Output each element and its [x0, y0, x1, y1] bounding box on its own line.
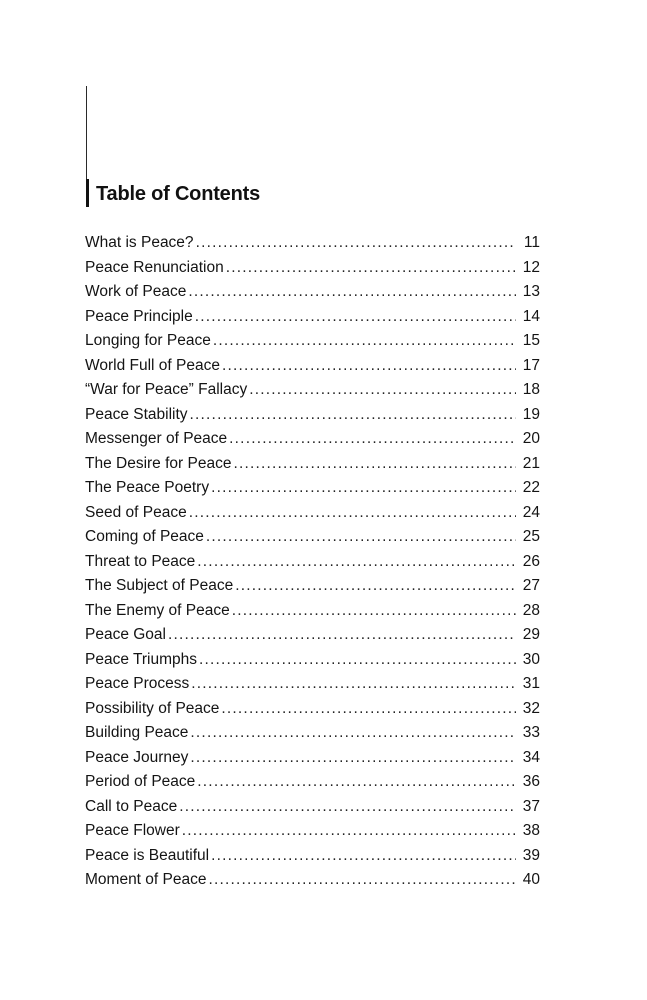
toc-entry[interactable]	[85, 329, 540, 354]
toc-entry-label: Peace Principle	[85, 307, 193, 325]
dot-leader	[213, 329, 516, 354]
toc-entry-page: 11	[523, 234, 540, 251]
toc-entry[interactable]	[85, 721, 540, 746]
toc-entry[interactable]	[85, 501, 540, 526]
dot-leader	[221, 697, 516, 722]
toc-entry-page: 19	[522, 405, 540, 423]
toc-entry[interactable]	[85, 697, 540, 722]
toc-entry-page: 24	[522, 503, 540, 521]
dot-leader	[197, 770, 516, 795]
toc-entry[interactable]	[85, 599, 540, 624]
toc-entry-page: 33	[522, 724, 540, 741]
toc-entry-page: 18	[522, 381, 540, 398]
toc-entry-label: Peace Stability	[85, 405, 188, 423]
decorative-vertical-rule	[86, 86, 87, 180]
dot-leader	[196, 231, 516, 256]
toc-entry-label: Moment of Peace	[85, 871, 207, 888]
toc-entry[interactable]	[85, 403, 540, 428]
toc-entry[interactable]	[85, 305, 540, 330]
toc-entry-page: 37	[522, 797, 540, 815]
dot-leader	[233, 452, 516, 477]
dot-leader	[195, 305, 516, 330]
toc-entry-page: 26	[522, 552, 540, 570]
toc-entry-page: 25	[522, 528, 540, 545]
toc-entry-page: 14	[522, 307, 540, 325]
toc-entry-label: Peace Journey	[85, 748, 189, 766]
toc-entry[interactable]	[85, 550, 540, 575]
toc-entry[interactable]	[85, 868, 540, 893]
toc-entry[interactable]	[85, 452, 540, 477]
heading-accent-bar	[86, 179, 89, 207]
toc-entry-label: “War for Peace” Fallacy	[85, 381, 248, 398]
dot-leader	[190, 403, 516, 428]
toc-entry-page: 29	[522, 626, 540, 643]
toc-entry[interactable]	[85, 648, 540, 673]
toc-entry-label: Coming of Peace	[85, 528, 204, 545]
dot-leader	[211, 476, 516, 501]
toc-entry-page: 27	[522, 577, 540, 594]
toc-entry-page: 22	[522, 479, 540, 496]
toc-entry[interactable]	[85, 525, 540, 550]
toc-entry-label: The Peace Poetry	[85, 479, 210, 496]
dot-leader	[232, 599, 516, 624]
toc-entry-label: The Enemy of Peace	[85, 601, 230, 619]
toc-entry-page: 32	[522, 699, 540, 717]
toc-entry-label: Peace Goal	[85, 626, 166, 643]
toc-entry-page: 17	[522, 356, 540, 374]
toc-entry-label: Period of Peace	[85, 773, 196, 790]
dot-leader	[179, 795, 516, 820]
toc-entry[interactable]	[85, 844, 540, 869]
toc-entry[interactable]	[85, 231, 540, 256]
toc-entry-label: Longing for Peace	[85, 332, 211, 349]
dot-leader	[206, 525, 516, 550]
toc-entry[interactable]	[85, 280, 540, 305]
dot-leader	[189, 501, 516, 526]
toc-entry-label: Call to Peace	[85, 797, 178, 815]
toc-entry-label: Peace Triumphs	[85, 650, 197, 668]
toc-entry-page: 30	[522, 650, 540, 668]
toc-entry[interactable]	[85, 795, 540, 820]
toc-entry-page: 40	[522, 871, 540, 888]
dot-leader	[188, 280, 516, 305]
dot-leader	[191, 672, 516, 697]
dot-leader	[197, 550, 516, 575]
toc-entry-label: The Subject of Peace	[85, 577, 234, 594]
toc-entry-page: 12	[522, 258, 540, 276]
toc-entry-page: 31	[522, 675, 540, 692]
toc-entry-page: 28	[522, 601, 540, 619]
dot-leader	[199, 648, 516, 673]
toc-entry-label: Possibility of Peace	[85, 699, 220, 717]
toc-entry[interactable]	[85, 354, 540, 379]
toc-entry-page: 36	[522, 773, 540, 790]
toc-entry-label: Peace Flower	[85, 822, 180, 839]
toc-entry[interactable]	[85, 672, 540, 697]
toc-entry-label: Peace Renunciation	[85, 258, 224, 276]
toc-entry-label: The Desire for Peace	[85, 454, 232, 472]
toc-entry-page: 21	[522, 454, 540, 472]
toc-entry-label: Threat to Peace	[85, 552, 196, 570]
toc-entry[interactable]	[85, 746, 540, 771]
dot-leader	[249, 378, 516, 403]
toc-entry-label: World Full of Peace	[85, 356, 220, 374]
dot-leader	[211, 844, 516, 869]
dot-leader	[168, 623, 516, 648]
dot-leader	[229, 427, 516, 452]
dot-leader	[182, 819, 516, 844]
toc-entry-page: 15	[522, 332, 540, 349]
toc-entry[interactable]	[85, 770, 540, 795]
toc-entry-page: 34	[522, 748, 540, 766]
toc-entry-label: Peace is Beautiful	[85, 846, 210, 864]
dot-leader	[235, 574, 516, 599]
toc-entry-page: 20	[522, 430, 540, 447]
toc-entry-page: 39	[522, 846, 540, 864]
toc-entry[interactable]	[85, 378, 540, 403]
toc-entry[interactable]	[85, 427, 540, 452]
toc-entry[interactable]	[85, 256, 540, 281]
dot-leader	[226, 256, 516, 281]
dot-leader	[190, 746, 516, 771]
dot-leader	[222, 354, 516, 379]
toc-entry[interactable]	[85, 819, 540, 844]
toc-entry-label: Messenger of Peace	[85, 430, 228, 447]
toc-entry-label: What is Peace?	[85, 234, 194, 251]
toc-entry-label: Seed of Peace	[85, 503, 187, 521]
toc-entry[interactable]	[85, 574, 540, 599]
toc-title: Table of Contents	[96, 183, 261, 205]
toc-entry-label: Peace Process	[85, 675, 190, 692]
toc-entry-page: 38	[522, 822, 540, 839]
dot-leader	[190, 721, 516, 746]
toc-entry-label: Building Peace	[85, 724, 189, 741]
dot-leader	[208, 868, 516, 893]
toc-entry[interactable]	[85, 623, 540, 648]
toc-entry-label: Work of Peace	[85, 283, 187, 300]
toc-entry-page: 13	[522, 283, 540, 300]
toc-list	[85, 231, 540, 893]
toc-entry[interactable]	[85, 476, 540, 501]
